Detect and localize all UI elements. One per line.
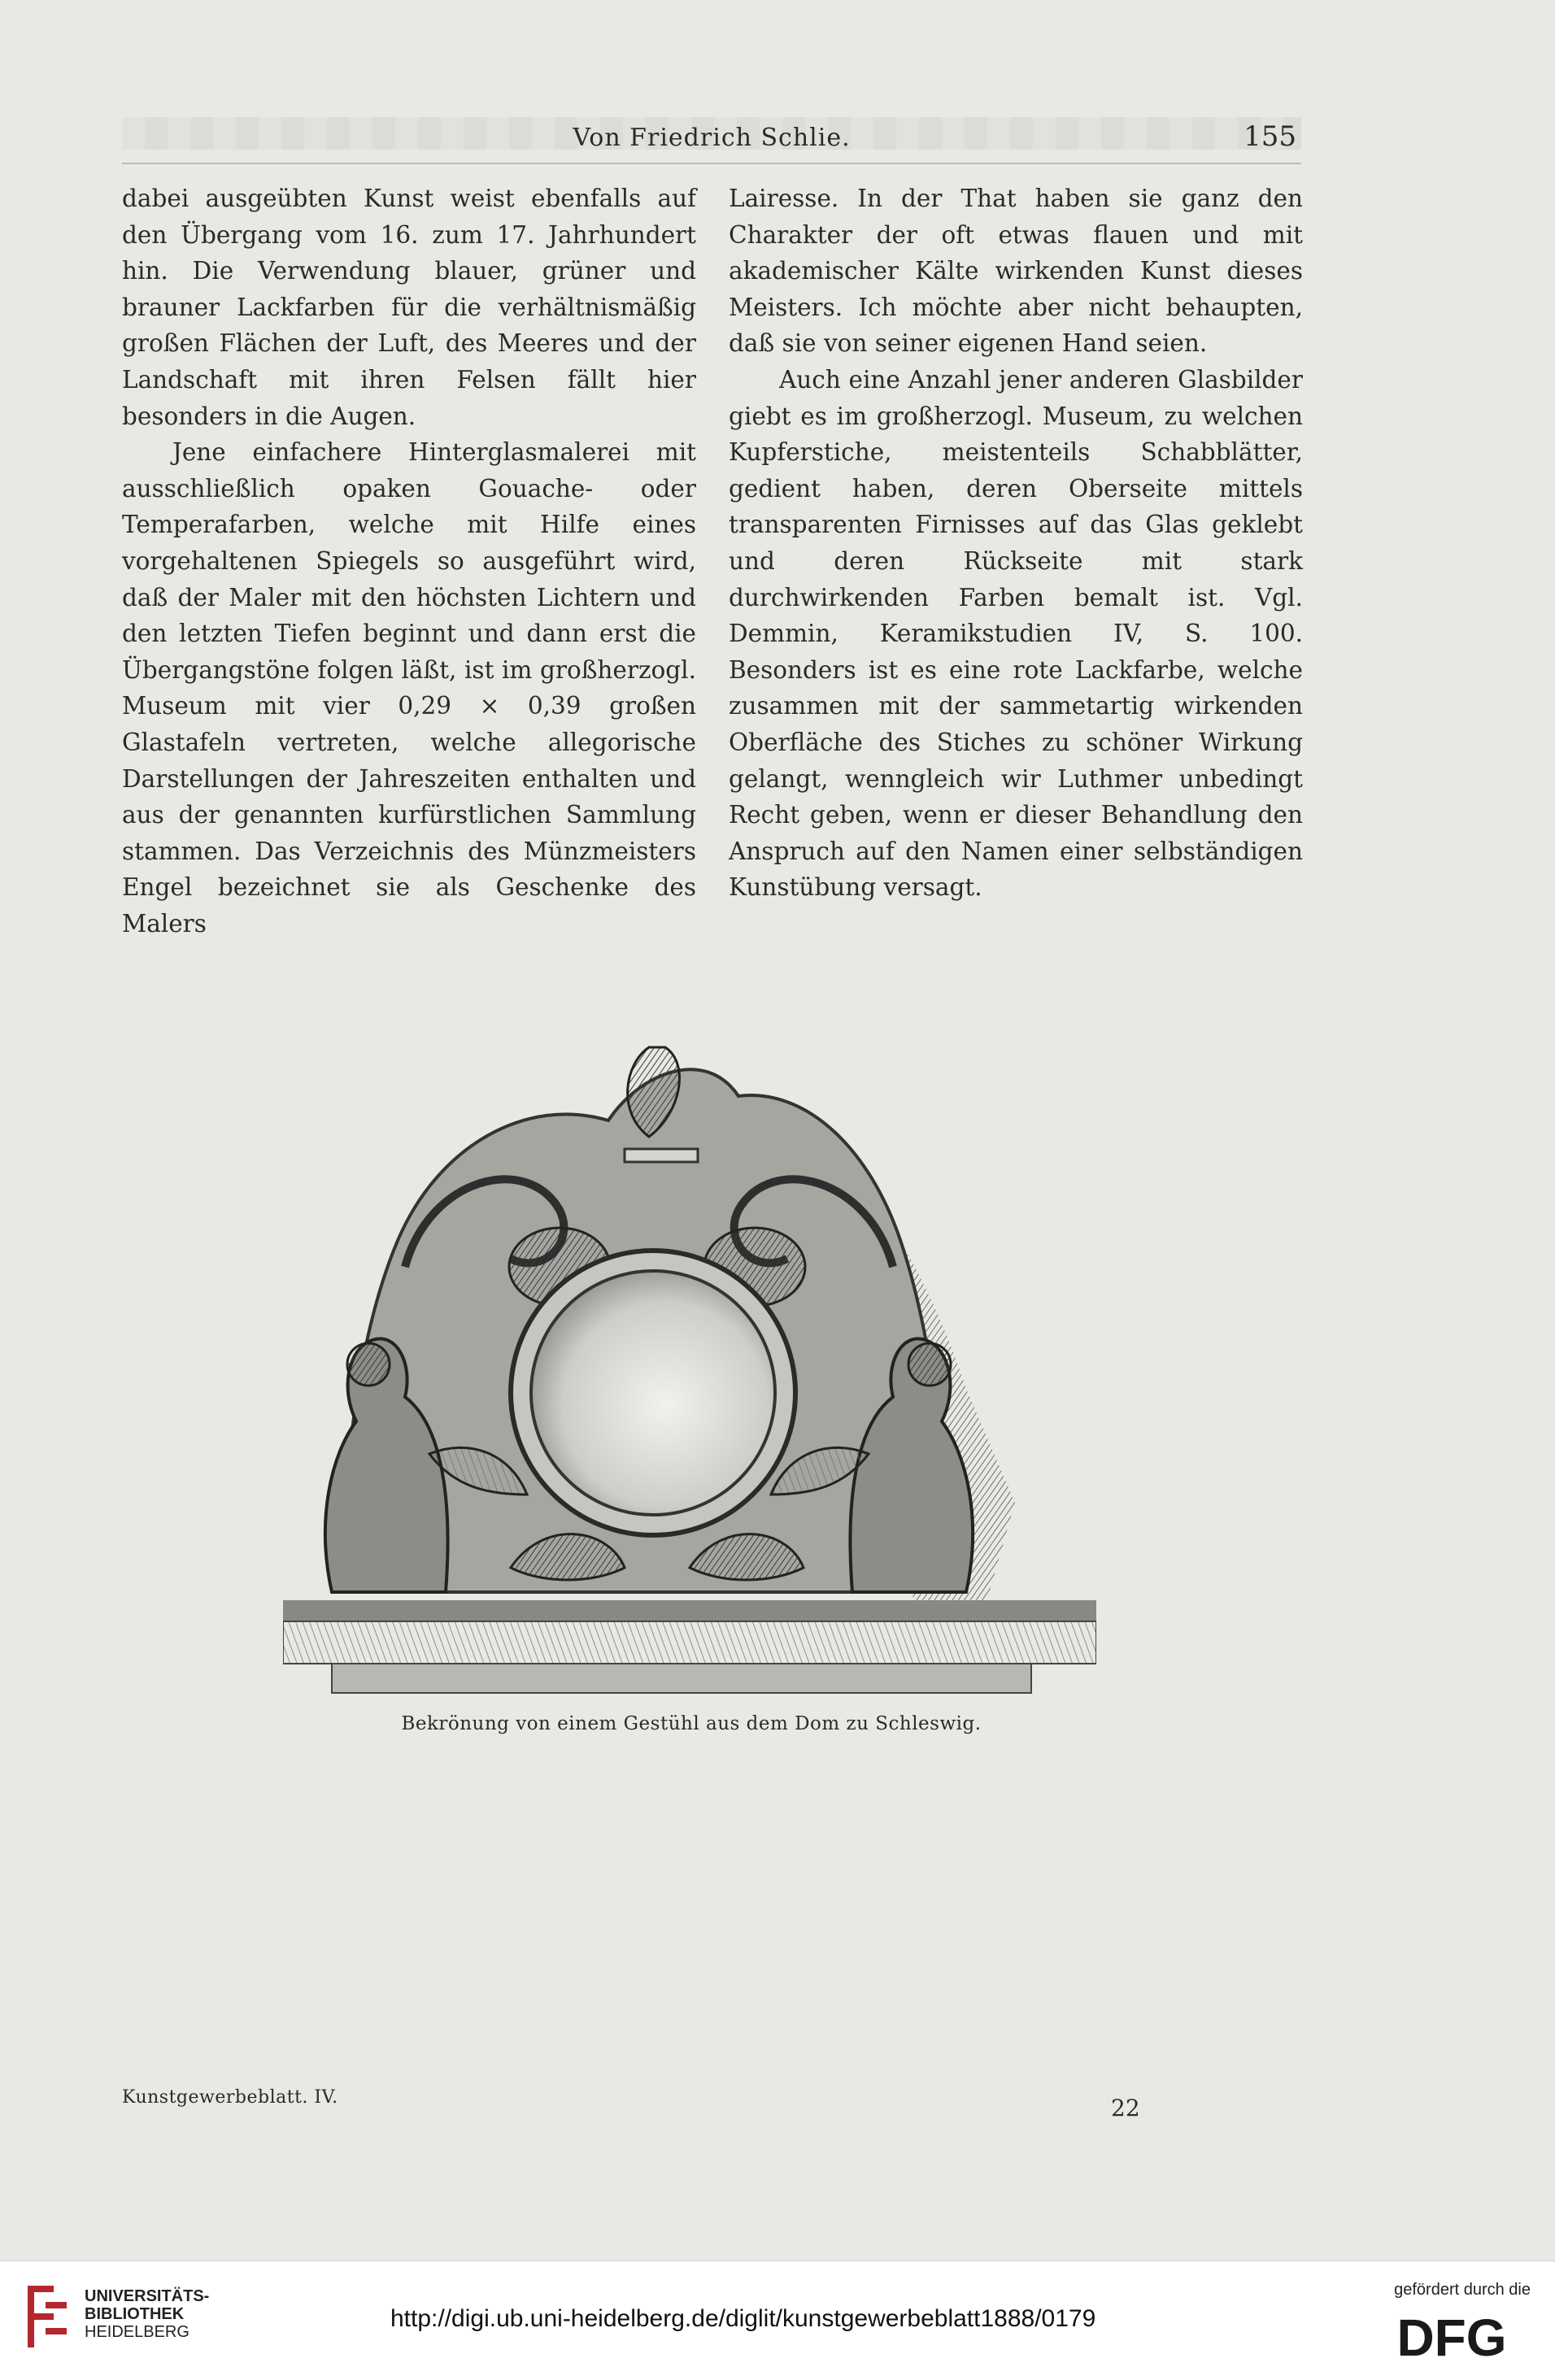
- left-paragraph-1: dabei ausgeübten Kunst weist ebenfalls auf den Übergang vom 16. zum 17. Jahrhundert hin. Die Verwendung blauer, grüner und brauner Lackfarben für die verhältnismäßig großen Flächen der Luft, des Meeres und der Landschaft mit ihren Felsen fällt hier besonders in die Augen.: [122, 185, 696, 430]
- dfg-logo-icon: [1374, 2308, 1529, 2365]
- dfg-logo-text: DFG: [1396, 2308, 1507, 2365]
- page-number: 155: [1244, 120, 1296, 153]
- running-head-title: Von Friedrich Schlie.: [573, 124, 851, 152]
- journal-footer: Kunstgewerbeblatt. IV.: [122, 2087, 338, 2108]
- library-name-line-1: UNIVERSITÄTS-: [85, 2287, 210, 2305]
- signature-mark: 22: [1111, 2095, 1140, 2121]
- left-column: [122, 181, 696, 942]
- figure-carved-crown: [283, 999, 1096, 1698]
- engraving-illustration: [283, 999, 1096, 1698]
- right-paragraph-2: Auch eine Anzahl jener anderen Glasbilder giebt es im großherzogl. Museum, zu welchen Kupferstiche, meistenteils Schabblätter, gedient haben, deren Oberseite mittels transparenten Firnisses auf das Glas geklebt und deren Rückseite mit stark durchwirkenden Farben bemalt ist. Vgl. Demmin, Keramikstudien IV, S. 100. Besonders ist es eine rote Lackfarbe, welche zusammen mit der sammetartig wirkenden Oberfläche des Stiches zu schöner Wirkung gelangt, wenngleich wir Luthmer unbedingt Recht geben, wenn er dieser Behandlung den Anspruch auf den Namen einer selbständigen Kunstübung versagt.: [729, 365, 1303, 902]
- library-name-line-3: HEIDELBERG: [85, 2323, 189, 2341]
- digitization-banner: [0, 2260, 1555, 2380]
- permalink-url[interactable]: http://digi.ub.uni-heidelberg.de/diglit/kunstgewerbeblatt1888/0179: [390, 2305, 1096, 2332]
- right-column: [729, 181, 1303, 906]
- left-paragraph-2: Jene einfachere Hinterglasmalerei mit ausschließlich opaken Gouache- oder Temperafarben, welche mit Hilfe eines vorgehaltenen Spiegels so ausgeführt wird, daß der Maler mit den höchsten Lichtern und den letzten Tiefen beginnt und dann erst die Übergangstöne folgen läßt, ist im großherzogl. Museum mit vier 0,29 × 0,39 großen Glastafeln vertreten, welche allegorische Darstellungen der Jahreszeiten enthalten und aus der genannten kurfürstlichen Sammlung stammen. Das Verzeichnis des Münzmeisters Engel bezeichnet sie als Geschenke des Malers: [122, 438, 696, 938]
- running-head: [122, 114, 1301, 164]
- funder-label: gefördert durch die: [1394, 2281, 1531, 2299]
- university-library-logo-icon: [21, 2278, 73, 2356]
- library-name-line-2: BIBLIOTHEK: [85, 2305, 185, 2323]
- figure-caption: Bekrönung von einem Gestühl aus dem Dom zu Schleswig.: [401, 1713, 982, 1734]
- library-name: [85, 2287, 209, 2341]
- right-paragraph-1: Lairesse. In der That haben sie ganz den Charakter der oft etwas flauen und mit akademischer Kälte wirkenden Kunst dieses Meisters. Ich möchte aber nicht behaupten, daß sie von seiner eigenen Hand seien.: [729, 185, 1303, 358]
